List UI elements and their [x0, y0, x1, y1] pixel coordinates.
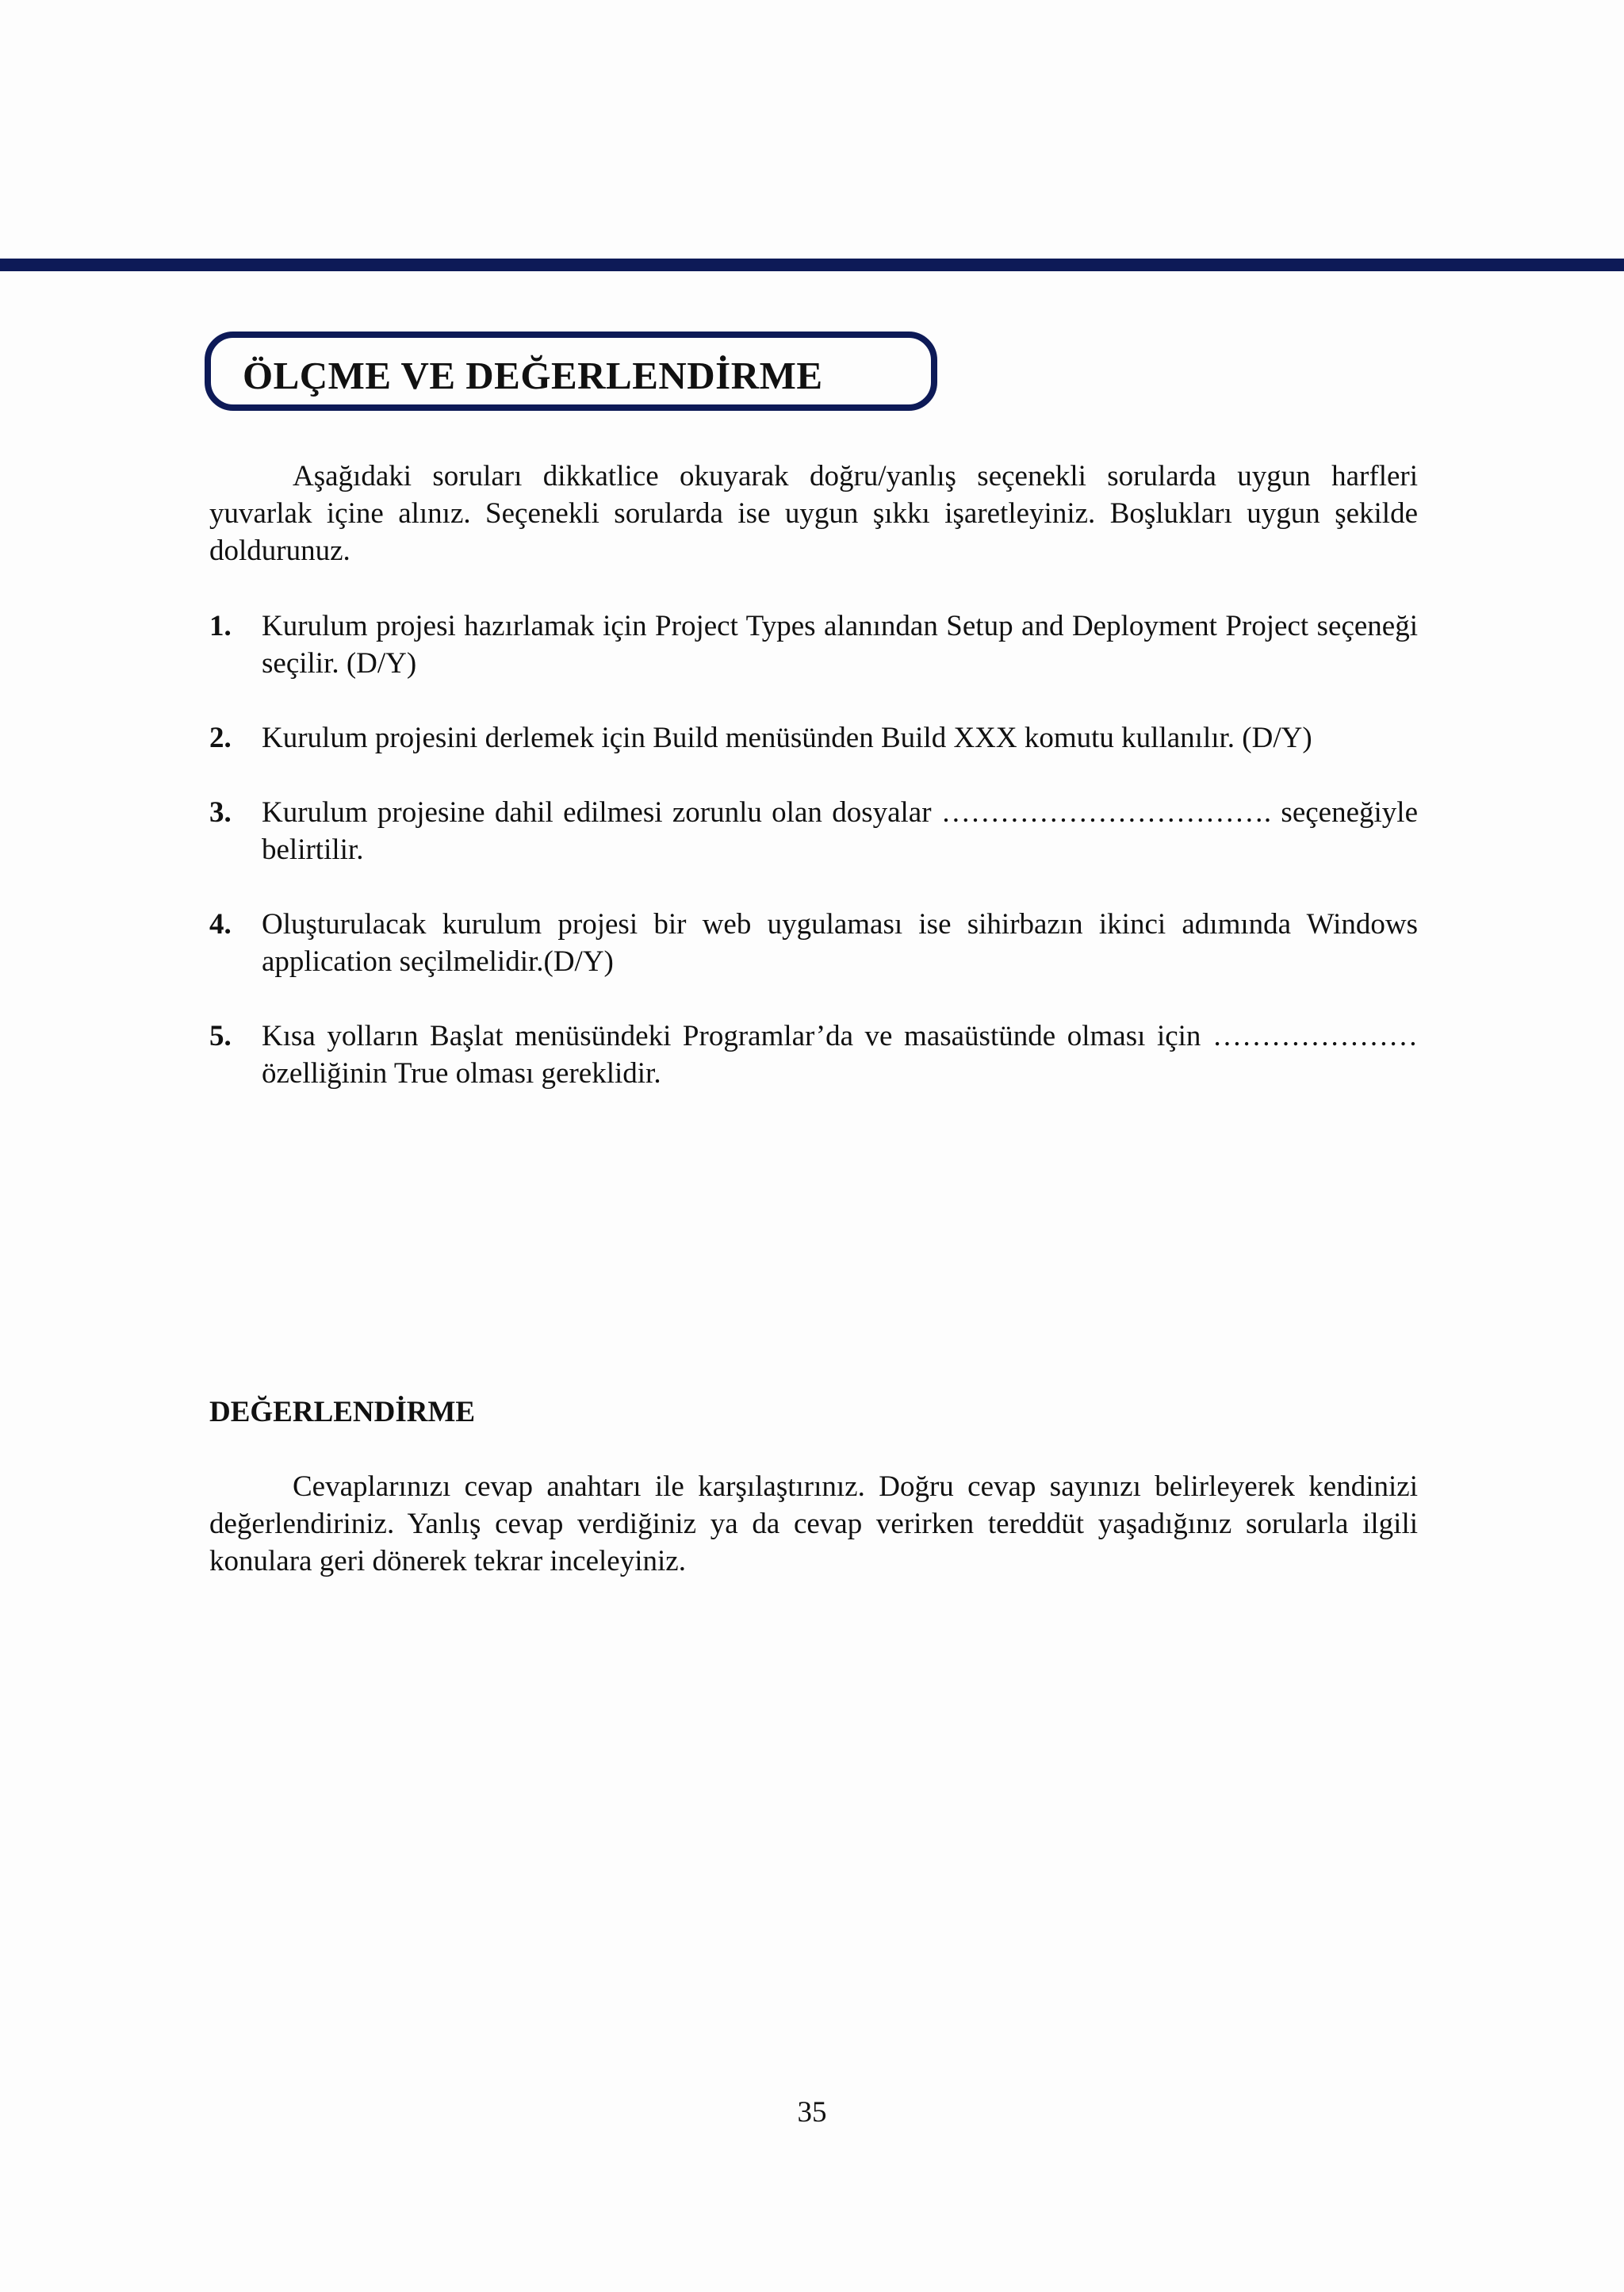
evaluation-heading: DEĞERLENDİRME: [209, 1396, 476, 1428]
question-number: 5.: [209, 1020, 232, 1052]
question-text: Kısa yolların Başlat menüsündeki Programlar’da ve masaüstünde olması için ………………… özelliğinin True olması gereklidir.: [262, 1020, 1418, 1090]
page-title: ÖLÇME VE DEĞERLENDİRME: [243, 353, 823, 397]
question-text: Kurulum projesini derlemek için Build menüsünden Build XXX komutu kullanılır. (D/Y): [262, 722, 1312, 754]
question-item-1: [209, 607, 1418, 682]
page-number: 35: [797, 2096, 827, 2129]
question-number: 4.: [209, 908, 232, 941]
intro-paragraph: Aşağıdaki soruları dikkatlice okuyarak doğru/yanlış seçenekli sorularda uygun harfleri yuvarlak içine alınız. Seçenekli sorularda ise uygun şıkkı işaretleyiniz. Boşlukları uygun şekilde doldurunuz.: [209, 460, 1418, 567]
question-list: [209, 607, 1418, 1129]
section-title-box: [205, 332, 937, 411]
header-rule: [0, 259, 1624, 271]
question-item-2: [209, 719, 1418, 757]
question-number: 2.: [209, 722, 232, 754]
question-item-5: [209, 1018, 1418, 1092]
evaluation-paragraph: Cevaplarınızı cevap anahtarı ile karşılaştırınız. Doğru cevap sayınızı belirleyerek kendinizi değerlendiriniz. Yanlış cevap verdiğiniz ya da cevap verirken tereddüt yaşadığınız sorularla ilgili konulara geri dönerek tekrar inceleyiniz.: [209, 1470, 1418, 1577]
question-text: Oluşturulacak kurulum projesi bir web uygulaması ise sihirbazın ikinci adımında Windows application seçilmelidir.(D/Y): [262, 908, 1418, 978]
question-text: Kurulum projesi hazırlamak için Project Types alanından Setup and Deployment Project seçeneği seçilir. (D/Y): [262, 610, 1418, 680]
question-text: Kurulum projesine dahil edilmesi zorunlu olan dosyalar ……………………………. seçeneğiyle belirtilir.: [262, 796, 1418, 866]
question-number: 1.: [209, 610, 232, 642]
question-item-3: [209, 794, 1418, 868]
question-item-4: [209, 906, 1418, 980]
question-number: 3.: [209, 796, 232, 829]
